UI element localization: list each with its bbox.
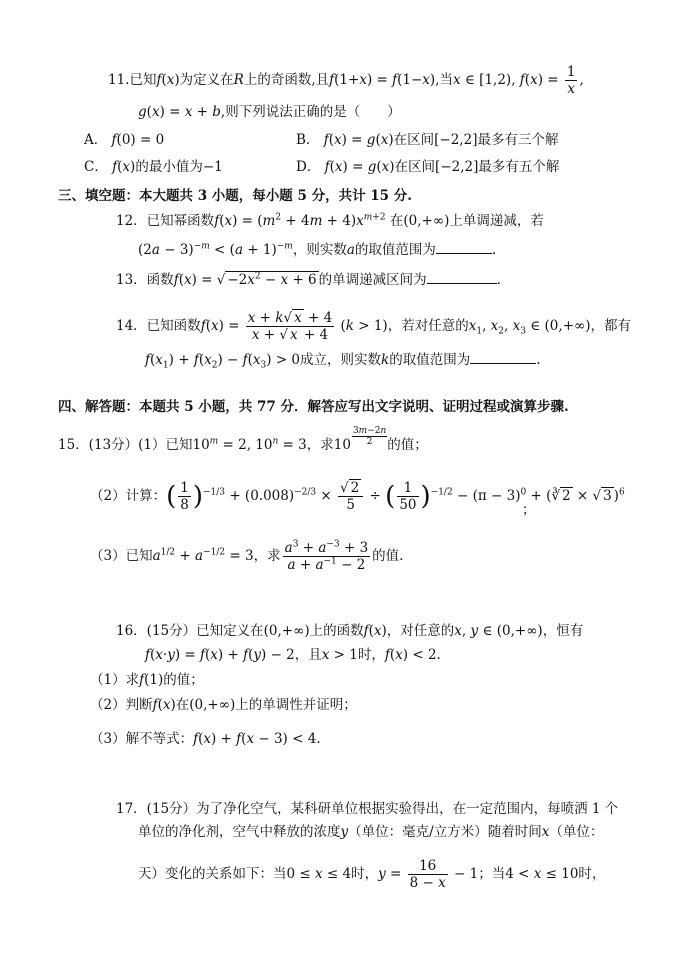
option-label: A． <box>84 132 108 148</box>
q16-text: （3）解不等式： <box>90 731 194 747</box>
q16-text: （1）求 <box>90 672 140 688</box>
q14-text: 的取值范围为 <box>389 352 471 368</box>
q17-text: 时， <box>351 866 379 882</box>
q15-line2-end: ； <box>522 502 536 518</box>
q15-line3: （3）已知$a^{1/2} + a^{-1/2} = 3$，求 $\frac{a^3 + a^{-3} + 3}{a + a^{-1} - 2}$ 的值. <box>90 539 404 573</box>
q16-line1: 16．(15分）已知定义在(0,+∞)上的函数f(x)，对任意的x, y ∈ (0,+∞)，恒有 <box>116 623 584 639</box>
q12-text: ，则实数 <box>292 242 347 258</box>
answer-blank[interactable] <box>470 363 536 364</box>
fraction: $\frac{16}{8 - x}$ <box>409 858 446 891</box>
q16-part3: （3）解不等式：f(x) + f(x − 3) < 4. <box>90 731 321 747</box>
answer-blank[interactable] <box>427 283 497 284</box>
q16-text: ，恒有 <box>542 623 584 639</box>
q11-line1: 11.已知f(x)为定义在R上的奇函数,且f(1+x) = f(1−x),当x ∈ [1,2), f(x) = $\frac{1}{x}$ , <box>108 64 584 97</box>
q16-part2: （2）判断f(x)在(0,+∞)上的单调性并证明； <box>90 697 357 713</box>
q11-text: , <box>511 72 516 88</box>
exponent-fraction: $\frac{3m-2n}{2}$ <box>352 426 387 447</box>
q17-text: 单位的净化剂，空气中释放的浓度 <box>138 824 341 840</box>
q15-text: 15．(13分）(1）已知 <box>58 437 193 453</box>
fraction: $\frac{1}{8}$ <box>180 480 189 513</box>
option-label: B． <box>296 132 320 148</box>
q16-text: . <box>316 731 321 747</box>
q14-text: ，若对任意的 <box>387 318 469 334</box>
q11-text: ,当 <box>435 72 453 88</box>
q12-text: 的取值范围为 <box>354 242 436 258</box>
q15-text: （3）已知 <box>90 548 153 564</box>
q12-text: 在 <box>389 213 404 229</box>
q14-text: . <box>536 352 541 368</box>
q12-line2: $(2a - 3)^{-m} < (a + 1)^{-m}$，则实数a的取值范围为 . <box>138 241 497 258</box>
q11-text: ,则下列说法正确的是（ ） <box>220 104 401 120</box>
q16-text: 的值； <box>163 672 204 688</box>
q16-text: 在 <box>175 697 190 713</box>
q14-line1: 14．已知函数f(x) = $\frac{x + k√ x + 4}{x + √ x + 4}$ (k > 1)，若对任意的$x_1$, $x_2$, $x_3$ ∈ (0,+∞)，都有 <box>116 310 632 343</box>
q17-text: （单位：毫克/立方米）随着时间 <box>348 824 542 840</box>
q16-text: ，且 <box>294 647 322 663</box>
q16-text: 16．(15分）已知定义在 <box>116 623 264 639</box>
q11-option-c: C． f(x)的最小值为−1 <box>84 159 223 175</box>
q13-line: 13．函数f(x) = √ $-2x^2 - x + 6$ 的单调递减区间为 . <box>116 271 501 288</box>
q17-text: 天）变化的关系如下：当 <box>138 866 287 882</box>
q15-line1: 15．(13分）(1）已知$10^m = 2$, $10^n = 3$，求10 $\frac{3m-2n}{2}$ 的值； <box>58 426 428 453</box>
q14-line2: $f(x_1) + f(x_2) - f(x_3) > 0$成立，则实数k的取值范围为 . <box>145 352 541 371</box>
answer-blank[interactable] <box>436 253 492 254</box>
q16-text: 时， <box>357 647 385 663</box>
q15-line2: （2）计算：( $\frac{1}{8}$ )$^{-1/3} + (0.008)^{-2/3}$ × $\frac{√ 2}{5}$ ÷ ( $\frac{1}{50}$ )$^{-1/2} - (\pi - 3)^0$ + (∛ 2 × √ 3 )$^6$ <box>90 480 625 513</box>
q15-text: 的值； <box>387 437 428 453</box>
q15-text: 的值. <box>372 548 404 564</box>
fraction: $\frac{1}{x}$ <box>566 64 576 97</box>
q13-text: . <box>496 272 501 288</box>
q14-text: 14．已知函数 <box>116 318 201 334</box>
q13-text: 13．函数 <box>116 272 174 288</box>
q17-text: （单位： <box>549 824 604 840</box>
q16-part1: （1）求f(1)的值； <box>90 672 204 688</box>
q15-text: （2）计算： <box>90 488 167 504</box>
option-text: 的最小值为 <box>135 159 203 175</box>
q14-text: 成立，则实数 <box>300 352 382 368</box>
q16-text: ，对任意的 <box>386 623 455 639</box>
q11-option-a: A． f(0) = 0 <box>84 132 165 148</box>
option-text: 最多有三个解 <box>477 132 559 148</box>
option-text: 最多有五个解 <box>478 159 560 175</box>
option-label: D． <box>296 159 321 175</box>
q12-text: 上单调递减，若 <box>449 213 544 229</box>
q11-option-b: B． f(x) = g(x)在区间[−2,2]最多有三个解 <box>296 132 559 148</box>
q15-text: ，求 <box>306 437 334 453</box>
q16-text: 上的单调性并证明； <box>235 697 357 713</box>
q16-text: . <box>436 647 441 663</box>
q11-line2: g(x) = x + b,则下列说法正确的是（ ） <box>138 104 401 120</box>
q16-line2: f(x·y) = f(x) + f(y) − 2，且x > 1时，f(x) < 2. <box>145 647 441 663</box>
q12-line1: 12．已知幂函数$f(x) = (m^2 + 4m + 4)x^{m+2}$ 在(0,+∞)上单调递减，若 <box>116 212 544 229</box>
q16-text: 上的函数 <box>309 623 364 639</box>
q17-text: ；当 <box>478 866 506 882</box>
section-3-heading: 三、填空题：本大题共 3 小题，每小题 5 分，共计 15 分. <box>58 188 412 204</box>
fraction: $\frac{x + k√ x + 4}{x + √ x + 4}$ <box>247 310 333 343</box>
q11-text: 上的奇函数,且 <box>243 72 330 88</box>
section-4-heading: 四、解答题：本题共 5 小题，共 77 分．解答应写出文字说明、证明过程或演算步骤. <box>58 399 569 415</box>
q11-option-d: D． f(x) = g(x)在区间[−2,2]最多有五个解 <box>296 159 560 175</box>
option-text: 在区间 <box>393 132 435 148</box>
q17-line2: 单位的净化剂，空气中释放的浓度y（单位：毫克/立方米）随着时间x（单位： <box>138 824 604 840</box>
fraction: $\frac{a^3 + a^{-3} + 3}{a + a^{-1} - 2}$ <box>284 539 369 573</box>
q11-text: 为定义在 <box>179 72 234 88</box>
q13-text: 的单调递减区间为 <box>318 272 427 288</box>
q15-text: ，求 <box>253 548 281 564</box>
q14-text: ，都有 <box>590 318 632 334</box>
q11-text: 11.已知 <box>108 72 157 88</box>
q16-text: （2）判断 <box>90 697 153 713</box>
q12-text: 12．已知幂函数 <box>116 213 215 229</box>
q17-line1: 17．(15分）为了净化空气，某科研单位根据实验得出，在一定范围内，每喷洒 1 个 <box>116 801 619 817</box>
q17-line3: 天）变化的关系如下：当0 ≤ x ≤ 4时，y = $\frac{16}{8 - x}$ − 1；当4 < x ≤ 10时， <box>138 858 606 891</box>
q17-text: 时， <box>578 866 606 882</box>
fraction: $\frac{√ 2}{5}$ <box>338 480 363 513</box>
fraction: $\frac{1}{50}$ <box>399 480 417 513</box>
option-label: C． <box>84 159 108 175</box>
option-text: 在区间 <box>394 159 436 175</box>
